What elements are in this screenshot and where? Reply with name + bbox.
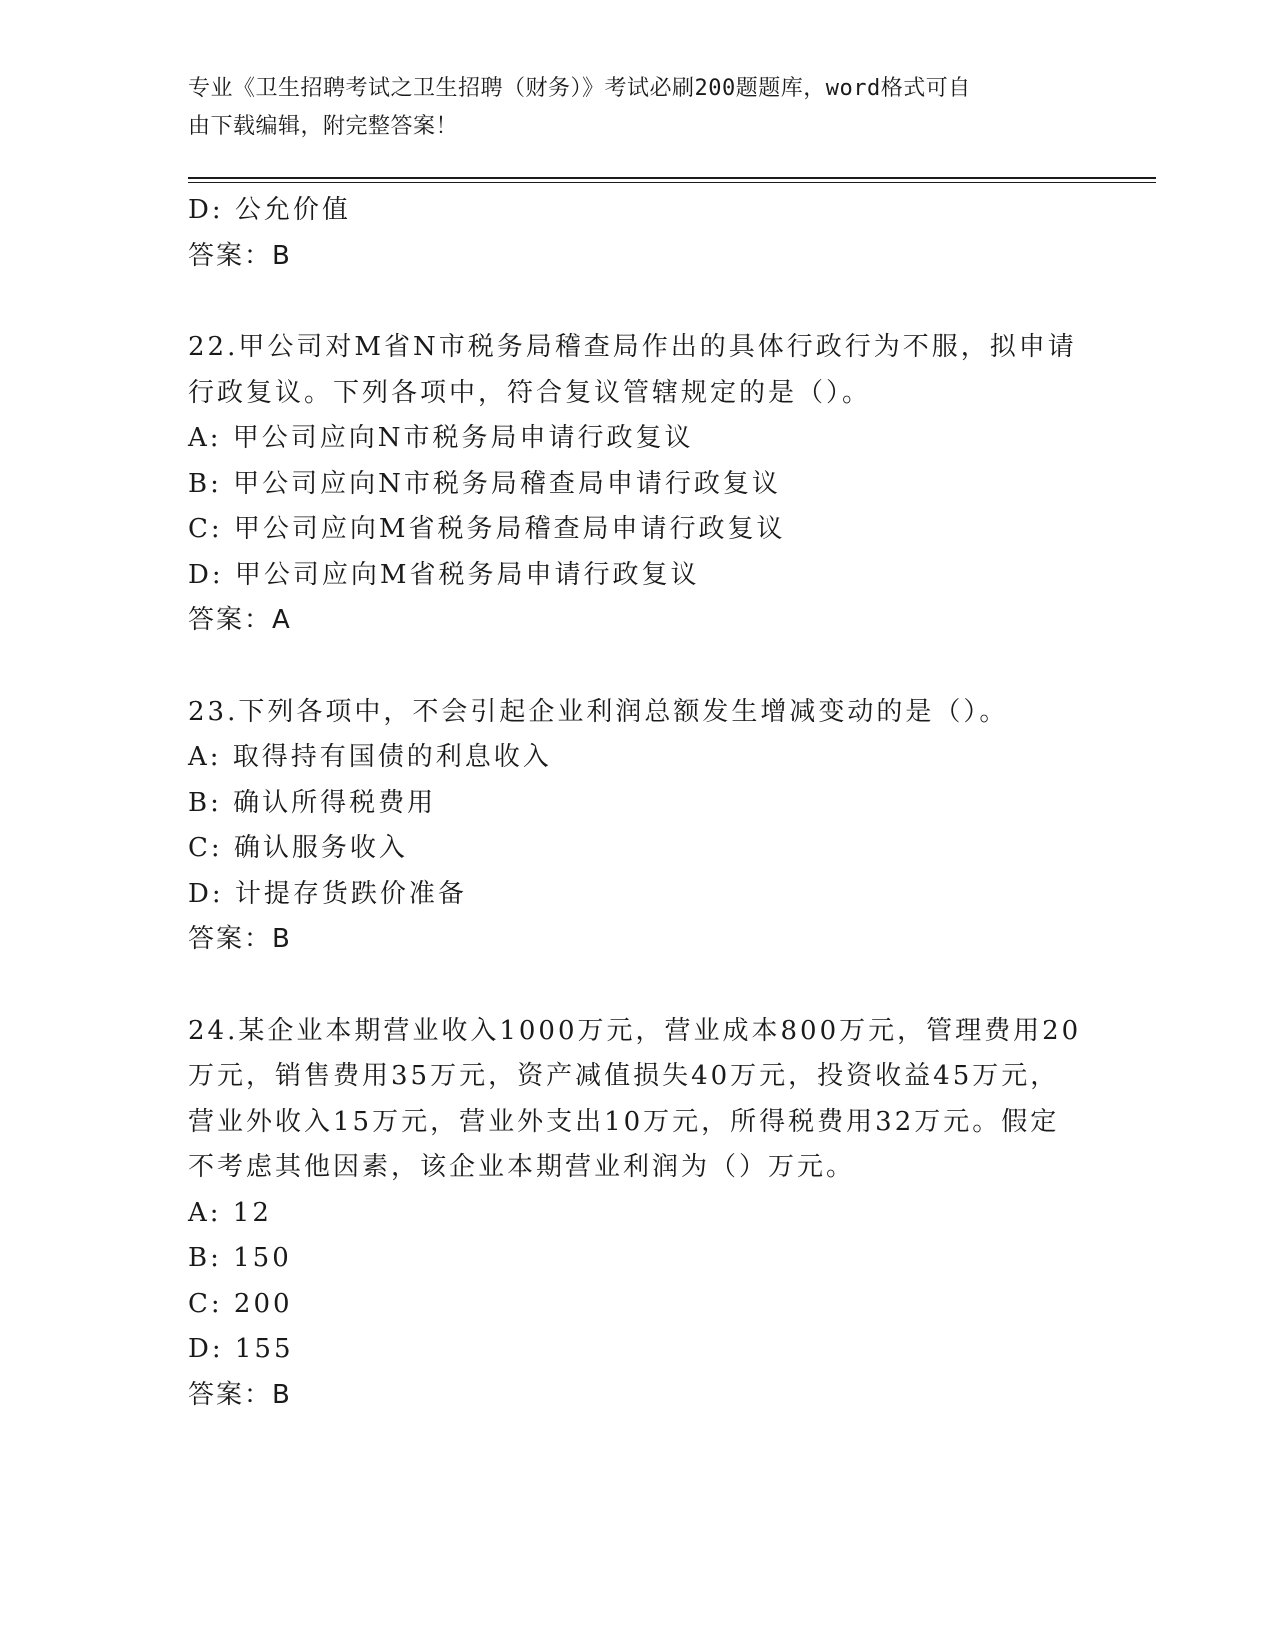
q24-option-a: A: 12 — [188, 1197, 272, 1228]
q22-option-d: D: 甲公司应向M省税务局申请行政复议 — [188, 559, 700, 590]
q24-stem-line-1: 24.某企业本期营业收入1000万元，营业成本800万元，管理费用20 — [188, 1015, 1082, 1046]
spacer — [188, 963, 1088, 1009]
q22-answer: 答案：A — [188, 605, 292, 635]
document-body — [188, 188, 1088, 1418]
q22-stem-line-2: 行政复议。下列各项中，符合复议管辖规定的是（）。 — [188, 377, 872, 408]
q22-stem-line-1: 22.甲公司对M省N市税务局稽查局作出的具体行政行为不服，拟申请 — [188, 332, 1077, 362]
spacer — [188, 279, 1088, 325]
q23-option-c: C: 确认服务收入 — [188, 833, 408, 863]
q24-stem-line-3: 营业外收入15万元，营业外支出10万元，所得税费用32万元。假定 — [188, 1106, 1060, 1137]
q24-option-c: C: 200 — [188, 1288, 293, 1319]
q22-option-b: B: 甲公司应向N市税务局稽查局申请行政复议 — [188, 468, 781, 499]
q22-option-a: A: 甲公司应向N市税务局申请行政复议 — [188, 423, 694, 453]
q23-option-d: D: 计提存货跌价准备 — [188, 878, 467, 909]
prev-answer: 答案：B — [188, 240, 292, 271]
q24-option-d: D: 155 — [188, 1334, 294, 1364]
q22-option-c: C: 甲公司应向M省税务局稽查局申请行政复议 — [188, 514, 786, 544]
q23-answer: 答案：B — [188, 924, 292, 954]
q24-stem-line-2: 万元，销售费用35万元，资产减值损失40万元，投资收益45万元， — [188, 1061, 1060, 1091]
spacer — [188, 644, 1088, 690]
q23-option-a: A: 取得持有国债的利息收入 — [188, 742, 552, 772]
prev-option-d: D: 公允价值 — [188, 195, 351, 225]
header-divider-thin — [188, 182, 1156, 183]
document-header — [188, 70, 1068, 146]
q24-option-b: B: 150 — [188, 1243, 292, 1273]
header-line-1: 专业《卫生招聘考试之卫生招聘（财务）》考试必刷200题题库，word格式可自 — [188, 76, 971, 101]
q24-stem-line-4: 不考虑其他因素，该企业本期营业利润为（）万元。 — [188, 1152, 856, 1182]
header-line-2: 由下载编辑，附完整答案！ — [188, 114, 459, 139]
q23-option-b: B: 确认所得税费用 — [188, 787, 437, 818]
q24-answer: 答案：B — [188, 1379, 292, 1410]
q23-stem-line-1: 23.下列各项中，不会引起企业利润总额发生增减变动的是（）。 — [188, 696, 1009, 727]
header-divider-thick — [188, 177, 1156, 179]
